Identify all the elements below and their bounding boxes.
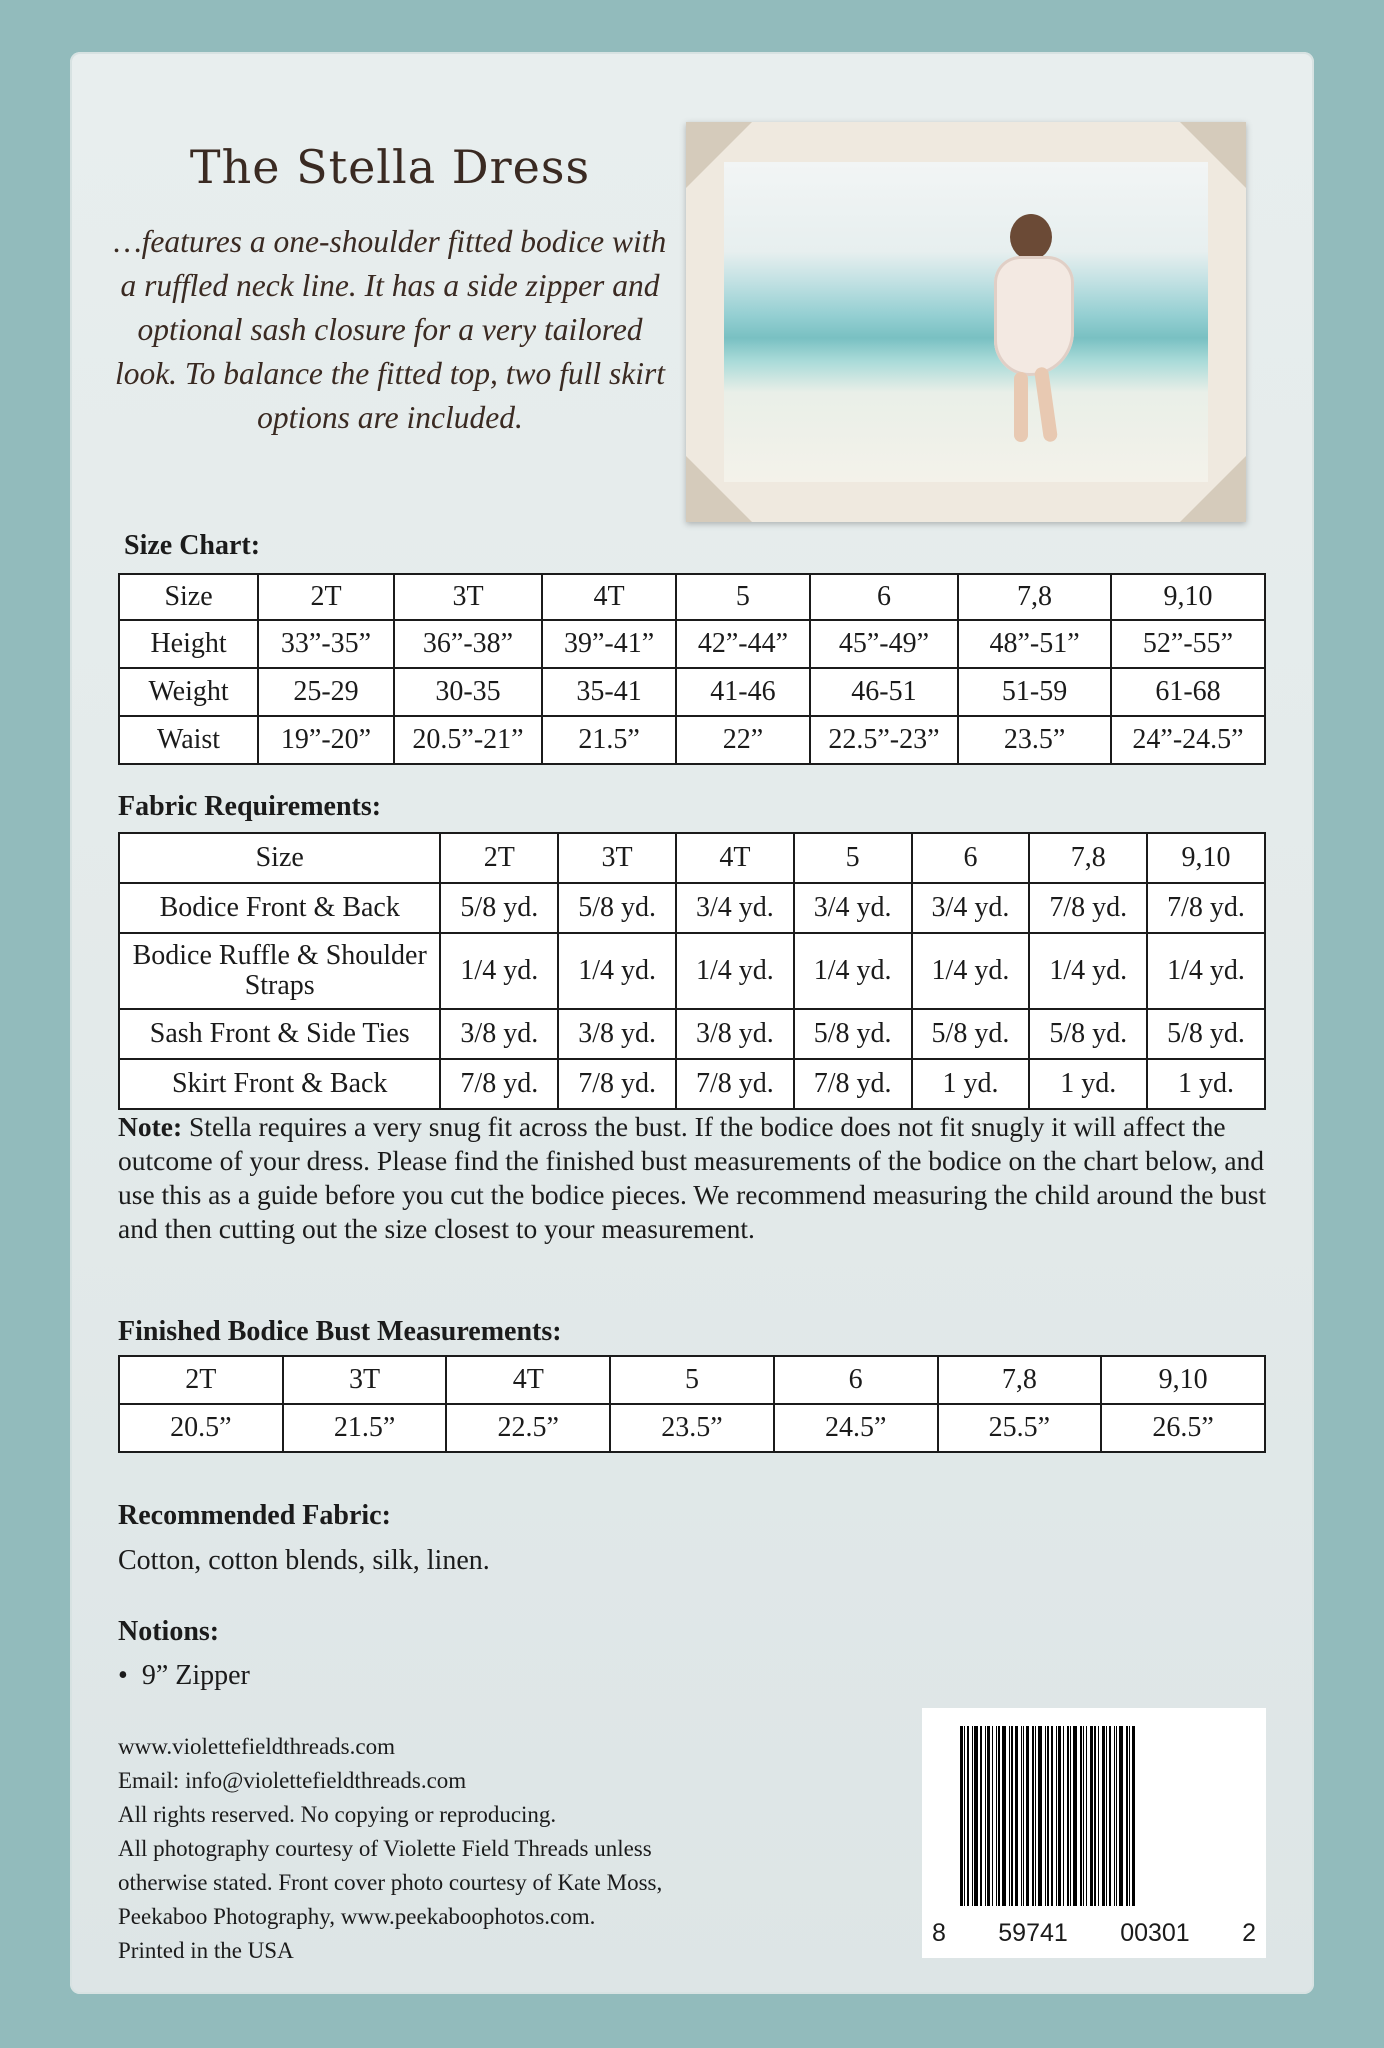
table-cell: 6 (912, 833, 1030, 883)
notions-list (118, 1660, 250, 1692)
photo-credit-line: All photography courtesy of Violette Field Threads unless (118, 1836, 652, 1861)
table-row (119, 620, 1265, 668)
table-cell: 1 yd. (1147, 1059, 1265, 1109)
table-cell: 5/8 yd. (912, 1009, 1030, 1059)
barcode-bar (1067, 1726, 1069, 1906)
barcode-bar (1011, 1726, 1013, 1906)
product-photo-frame (686, 122, 1246, 522)
barcode-bar (980, 1726, 982, 1906)
notions-item: 9” Zipper (141, 1660, 250, 1691)
table-cell: 5 (794, 833, 912, 883)
table-cell: 6 (774, 1356, 938, 1404)
table-cell: 19”-20” (258, 716, 394, 764)
table-cell: 23.5” (958, 716, 1111, 764)
fabric-requirements-table (118, 832, 1266, 1110)
barcode-bar (1002, 1726, 1006, 1906)
table-row (119, 883, 1265, 933)
table-cell: 5/8 yd. (1147, 1009, 1265, 1059)
table-cell: 7/8 yd. (1029, 883, 1147, 933)
table-row (119, 1009, 1265, 1059)
barcode-bars (960, 1726, 1230, 1906)
table-cell: 3T (283, 1356, 447, 1404)
table-cell: 7,8 (1029, 833, 1147, 883)
table-cell: 22.5”-23” (810, 716, 958, 764)
barcode-bar (987, 1726, 990, 1906)
note-label: Note: (118, 1111, 183, 1142)
table-cell: 1/4 yd. (794, 933, 912, 1009)
barcode-bar (985, 1726, 986, 1906)
barcode-bar (1026, 1726, 1029, 1906)
table-cell: 61-68 (1111, 668, 1265, 716)
table-cell: 22” (676, 716, 810, 764)
photo-credit-line: Peekaboo Photography, www.peekaboophotos.com. (118, 1904, 596, 1929)
table-cell: 41-46 (676, 668, 810, 716)
table-cell: 3/8 yd. (676, 1009, 794, 1059)
barcode-bar (1009, 1726, 1010, 1906)
photo-credit-line: otherwise stated. Front cover photo courtesy of Kate Moss, (118, 1870, 663, 1895)
barcode-bar (972, 1726, 973, 1906)
table-cell: 36”-38” (394, 620, 542, 668)
barcode-bar (1083, 1726, 1084, 1906)
table-cell: 3/4 yd. (794, 883, 912, 933)
table-row (119, 833, 1265, 883)
barcode-number (932, 1919, 1256, 1948)
table-cell: 5/8 yd. (794, 1009, 912, 1059)
barcode-bar (1063, 1726, 1064, 1906)
barcode-bar (1051, 1726, 1053, 1906)
barcode-bar (1090, 1726, 1093, 1906)
table-cell: 20.5”-21” (394, 716, 542, 764)
table-cell: 39”-41” (542, 620, 676, 668)
barcode-bar (1114, 1726, 1115, 1906)
barcode-bar (1086, 1726, 1087, 1906)
photo-child-leg (1034, 366, 1058, 442)
photo-child-dress (994, 256, 1074, 376)
barcode-bar (974, 1726, 978, 1906)
table-row (119, 933, 1265, 1009)
photo-child-head (1010, 214, 1052, 260)
barcode-bar (992, 1726, 993, 1906)
table-cell: 21.5” (542, 716, 676, 764)
printed-text: Printed in the USA (118, 1938, 294, 1963)
bust-measurements-table (118, 1355, 1266, 1453)
table-cell: 1 yd. (912, 1059, 1030, 1109)
table-cell: 45”-49” (810, 620, 958, 668)
table-cell: 7/8 yd. (558, 1059, 676, 1109)
barcode-bar (1080, 1726, 1082, 1906)
table-cell: 1/4 yd. (558, 933, 676, 1009)
bullet: • (118, 1660, 142, 1691)
table-cell: 9,10 (1111, 574, 1265, 620)
table-cell: 26.5” (1101, 1404, 1265, 1452)
table-cell: 2T (258, 574, 394, 620)
table-cell: 23.5” (610, 1404, 774, 1452)
table-cell: 4T (676, 833, 794, 883)
email-text: Email: info@violettefieldthreads.com (118, 1768, 467, 1793)
table-cell: 7/8 yd. (676, 1059, 794, 1109)
product-photo (724, 162, 1208, 482)
table-cell: Weight (119, 668, 258, 716)
table-cell: 3/4 yd. (676, 883, 794, 933)
barcode-bar (1094, 1726, 1096, 1906)
notions-heading: Notions: (118, 1616, 220, 1647)
table-cell: 22.5” (446, 1404, 610, 1452)
table-cell: 7,8 (958, 574, 1111, 620)
pattern-title: The Stella Dress (189, 140, 591, 194)
table-cell: Height (119, 620, 258, 668)
barcode-bar (1126, 1726, 1128, 1906)
table-cell: 7/8 yd. (794, 1059, 912, 1109)
table-cell: 5 (610, 1356, 774, 1404)
barcode-digit-group: 2 (1242, 1919, 1256, 1947)
table-cell: 35-41 (542, 668, 676, 716)
table-cell: 1 yd. (1029, 1059, 1147, 1109)
table-row (119, 1356, 1265, 1404)
table-row (119, 1059, 1265, 1109)
barcode (922, 1708, 1266, 1958)
barcode-bar (1035, 1726, 1036, 1906)
note-text: Stella requires a very snug fit across the bust. If the bodice does not fit snugly it will affect the outcome of your dress. Please find the finished bust measurements of the bodice on the chart below, and use this as a guide before you cut the bodice pieces. We recommend measuring the child around the bust and then cutting out the size closest to your measurement. (118, 1111, 1267, 1244)
table-cell: 7/8 yd. (440, 1059, 558, 1109)
barcode-bar (1132, 1726, 1135, 1906)
table-cell: Bodice Front & Back (119, 883, 440, 933)
table-cell: 33”-35” (258, 620, 394, 668)
barcode-bar (1109, 1726, 1111, 1906)
table-cell: 2T (119, 1356, 283, 1404)
table-cell: 1/4 yd. (1147, 933, 1265, 1009)
barcode-bar (996, 1726, 997, 1906)
website-text: www.violettefieldthreads.com (118, 1734, 395, 1759)
barcode-bar (1038, 1726, 1042, 1906)
barcode-bar (1073, 1726, 1077, 1906)
barcode-bar (1045, 1726, 1046, 1906)
recommended-fabric-heading: Recommended Fabric: (118, 1500, 391, 1531)
rights-text: All rights reserved. No copying or reproducing. (118, 1802, 557, 1827)
barcode-bar (1070, 1726, 1071, 1906)
table-cell: Waist (119, 716, 258, 764)
barcode-bar (998, 1726, 1000, 1906)
table-cell: Size (119, 833, 440, 883)
table-cell: 1/4 yd. (912, 933, 1030, 1009)
barcode-bar (1102, 1726, 1105, 1906)
table-cell: 46-51 (810, 668, 958, 716)
barcode-bar (964, 1726, 965, 1906)
table-cell: 30-35 (394, 668, 542, 716)
table-row (119, 668, 1265, 716)
table-cell: 3/8 yd. (440, 1009, 558, 1059)
table-cell: 5/8 yd. (1029, 1009, 1147, 1059)
table-cell: 3/4 yd. (912, 883, 1030, 933)
barcode-bar (1015, 1726, 1018, 1906)
table-cell: 3T (394, 574, 542, 620)
table-cell: 42”-44” (676, 620, 810, 668)
barcode-bar (1119, 1726, 1123, 1906)
barcode-digit-group: 00301 (1120, 1919, 1190, 1947)
barcode-bar (967, 1726, 969, 1906)
table-cell: 6 (810, 574, 958, 620)
barcode-bar (1047, 1726, 1049, 1906)
table-cell: 3T (558, 833, 676, 883)
pattern-description: …features a one-shoulder fitted bodice with a ruffled neck line. It has a side zipper and optional sash closure for a very tailored look. To balance the fitted top, two full skirt options are included. (113, 224, 667, 435)
table-cell: 7,8 (938, 1356, 1102, 1404)
fit-note (118, 1110, 1268, 1246)
barcode-bar (1098, 1726, 1099, 1906)
barcode-bar (1106, 1726, 1107, 1906)
table-cell: 25-29 (258, 668, 394, 716)
recommended-fabric-text: Cotton, cotton blends, silk, linen. (118, 1545, 490, 1576)
barcode-bar (1129, 1726, 1130, 1906)
table-cell: Bodice Ruffle & Shoulder Straps (119, 933, 440, 1009)
barcode-bar (1023, 1726, 1024, 1906)
barcode-bar (1116, 1726, 1117, 1906)
table-cell: 25.5” (938, 1404, 1102, 1452)
table-cell: 21.5” (283, 1404, 447, 1452)
barcode-bar (1021, 1726, 1022, 1906)
barcode-digit-group: 8 (932, 1919, 946, 1947)
table-cell: 1/4 yd. (1029, 933, 1147, 1009)
table-cell: 1/4 yd. (440, 933, 558, 1009)
barcode-bar (960, 1726, 963, 1906)
table-cell: 51-59 (958, 668, 1111, 716)
size-chart-table (118, 573, 1266, 765)
barcode-bar (1058, 1726, 1061, 1906)
table-cell: Skirt Front & Back (119, 1059, 440, 1109)
table-cell: 7/8 yd. (1147, 883, 1265, 933)
table-cell: 5/8 yd. (440, 883, 558, 933)
table-cell: 9,10 (1101, 1356, 1265, 1404)
table-cell: 48”-51” (958, 620, 1111, 668)
table-cell: 20.5” (119, 1404, 283, 1452)
barcode-bar (1056, 1726, 1057, 1906)
table-row (119, 574, 1265, 620)
barcode-bar (1032, 1726, 1034, 1906)
barcode-digit-group: 59741 (998, 1919, 1068, 1947)
fabric-requirements-heading: Fabric Requirements: (118, 791, 382, 822)
table-cell: 5/8 yd. (558, 883, 676, 933)
table-cell: 24.5” (774, 1404, 938, 1452)
photo-child-leg (1014, 372, 1028, 442)
table-cell: 5 (676, 574, 810, 620)
bust-heading: Finished Bodice Bust Measurements: (118, 1316, 562, 1347)
table-cell: 4T (542, 574, 676, 620)
table-cell: 52”-55” (1111, 620, 1265, 668)
table-row (119, 1404, 1265, 1452)
table-cell: Size (119, 574, 258, 620)
table-row (119, 716, 1265, 764)
table-cell: Sash Front & Side Ties (119, 1009, 440, 1059)
table-cell: 24”-24.5” (1111, 716, 1265, 764)
table-cell: 1/4 yd. (676, 933, 794, 1009)
table-cell: 2T (440, 833, 558, 883)
table-cell: 3/8 yd. (558, 1009, 676, 1059)
table-cell: 9,10 (1147, 833, 1265, 883)
table-cell: 4T (446, 1356, 610, 1404)
size-chart-heading: Size Chart: (124, 530, 261, 561)
